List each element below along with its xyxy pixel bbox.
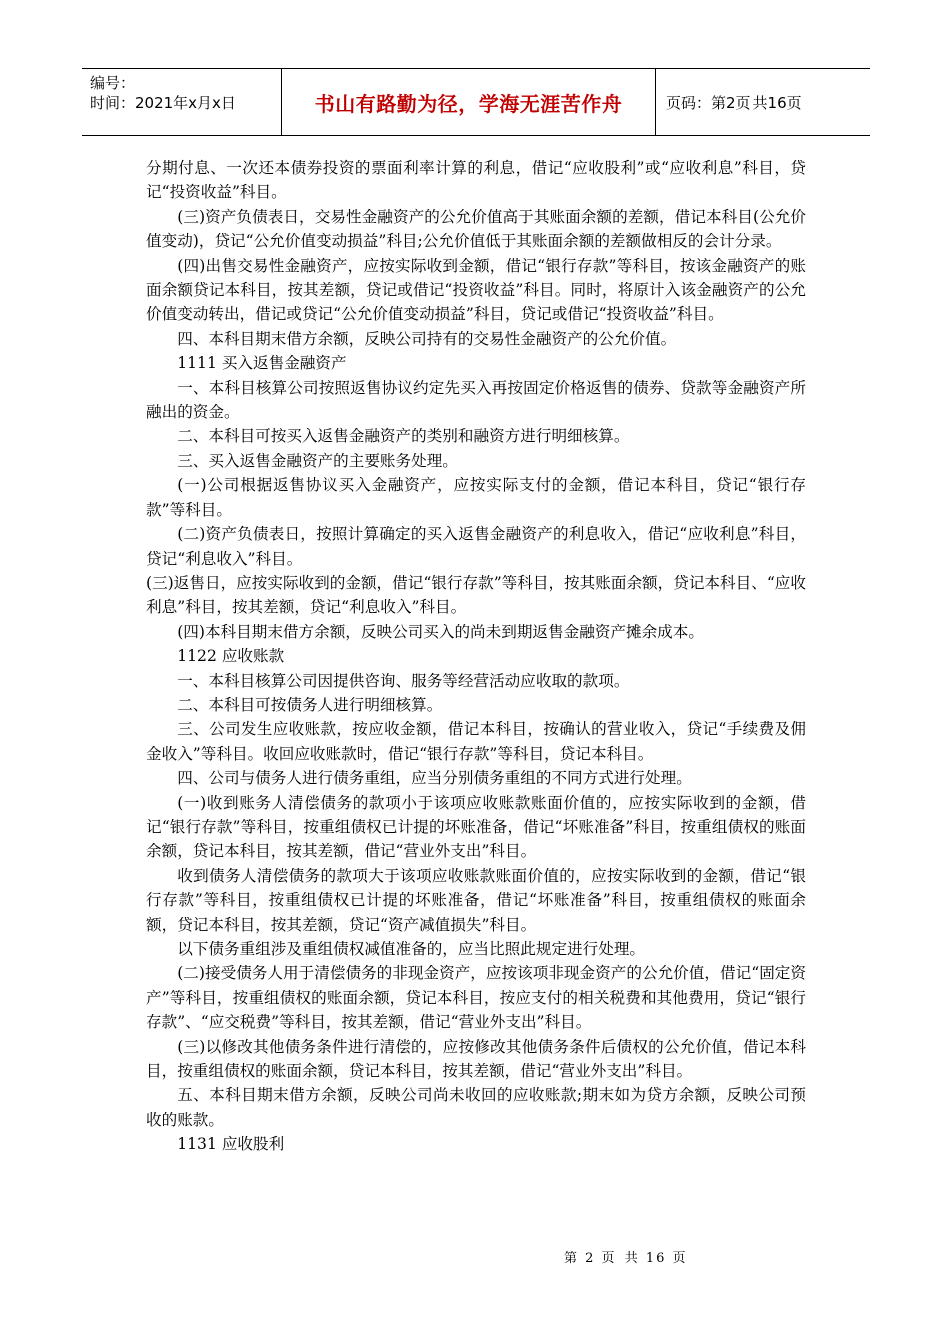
document-code-label: 编号： [90, 74, 136, 92]
header-meta [82, 69, 282, 135]
footer-total-label: 共 16 页 [624, 1251, 688, 1266]
header-total-label: 共16页 [752, 93, 802, 112]
paragraph: (一)收到账务人清偿债务的款项小于该项应收账款账面价值的，应按实际收到的金额，借记“银行存款”等科目，按重组债权已计提的坏账准备，借记“坏账准备”科目，按重组债权的账面余额，贷记本科目，按其差额，借记“营业外支出”科目。 [146, 793, 806, 861]
section-heading: 1131 应收股利 [177, 1135, 285, 1154]
paragraph: (一)公司根据返售协议买入金融资产，应按实际支付的金额，借记本科目，贷记“银行存款”等科目。 [146, 476, 806, 519]
footer-page-label: 第 2 页 [564, 1251, 617, 1266]
paragraph: 三、买入返售金融资产的主要账务处理。 [177, 451, 458, 470]
paragraph: (四)出售交易性金融资产，应按实际收到金额，借记“银行存款”等科目，按该金融资产的账面余额贷记本科目，按其差额，贷记或借记“投资收益”科目。同时，将原计入该金融资产的公允价值变动转出，借记或贷记“公允价值变动损益”科目，贷记或借记“投资收益”科目。 [146, 256, 806, 324]
page-header [82, 68, 870, 136]
paragraph: 二、本科目可按买入返售金融资产的类别和融资方进行明细核算。 [177, 427, 630, 446]
paragraph: 三、公司发生应收账款，按应收金额，借记本科目，按确认的营业收入，贷记“手续费及佣金收入”等科目。收回应收账款时，借记“银行存款”等科目，贷记本科目。 [146, 720, 806, 763]
paragraph: (四)本科目期末借方余额，反映公司买入的尚未到期返售金融资产摊余成本。 [177, 622, 704, 641]
paragraph: (二)接受债务人用于清偿债务的非现金资产，应按该项非现金资产的公允价值，借记“固定资产”等科目，按重组债权的账面余额，贷记本科目，按应支付的相关税费和其他费用，贷记“银行存款”、“应交税费”等科目，按其差额，借记“营业外支出”科目。 [146, 964, 806, 1032]
paragraph: 四、本科目期末借方余额，反映公司持有的交易性金融资产的公允价值。 [177, 329, 677, 348]
document-time-label: 时间：2021年x月x日 [90, 94, 236, 112]
header-page-label: 页码：第2页 [666, 93, 751, 112]
page-footer [564, 1247, 690, 1266]
header-motto-cell [282, 69, 656, 135]
paragraph: 五、本科目期末借方余额，反映公司尚未收回的应收账款;期末如为贷方余额，反映公司预收的账款。 [146, 1086, 806, 1129]
header-page-number [656, 69, 870, 135]
section-heading: 1122 应收账款 [177, 647, 285, 666]
paragraph: (三)以修改其他债务条件进行清偿的，应按修改其他债务条件后债权的公允价值，借记本科目，按重组债权的账面余额，贷记本科目，按其差额，借记“营业外支出”科目。 [146, 1037, 806, 1081]
document-body [146, 156, 806, 1157]
paragraph: 一、本科目核算公司按照返售协议约定先买入再按固定价格返售的债券、贷款等金融资产所融出的资金。 [146, 378, 806, 422]
paragraph: (二)资产负债表日，按照计算确定的买入返售金融资产的利息收入，借记“应收利息”科目，贷记“利息收入”科目。 [146, 525, 806, 568]
header-motto: 书山有路勤为径，学海无涯苦作舟 [314, 91, 623, 116]
paragraph: 以下债务重组涉及重组债权减值准备的，应当比照此规定进行处理。 [177, 940, 646, 958]
paragraph: 一、本科目核算公司因提供咨询、服务等经营活动应收取的款项。 [177, 671, 630, 690]
paragraph: 四、公司与债务人进行债务重组，应当分别债务重组的不同方式进行处理。 [177, 769, 692, 788]
paragraph: 分期付息、一次还本债券投资的票面利率计算的利息，借记“应收股利”或“应收利息”科目，贷记“投资收益”科目。 [146, 159, 806, 202]
paragraph: 收到债务人清偿债务的款项大于该项应收账款账面价值的，应按实际收到的金额，借记“银行存款”等科目，按重组债权已计提的坏账准备，借记“坏账准备”科目，按重组债权的账面余额，贷记本科目，按其差额，贷记“资产减值损失”科目。 [146, 866, 806, 934]
section-heading: 1111 买入返售金融资产 [177, 354, 347, 373]
paragraph: (三)返售日，应按实际收到的金额，借记“银行存款”等科目，按其账面余额，贷记本科目、“应收利息”科目，按其差额，贷记“利息收入”科目。 [146, 573, 806, 617]
paragraph: 二、本科目可按债务人进行明细核算。 [177, 695, 443, 714]
paragraph: (三)资产负债表日，交易性金融资产的公允价值高于其账面余额的差额，借记本科目(公允价值变动)，贷记“公允价值变动损益”科目;公允价值低于其账面余额的差额做相反的会计分录。 [146, 207, 806, 251]
